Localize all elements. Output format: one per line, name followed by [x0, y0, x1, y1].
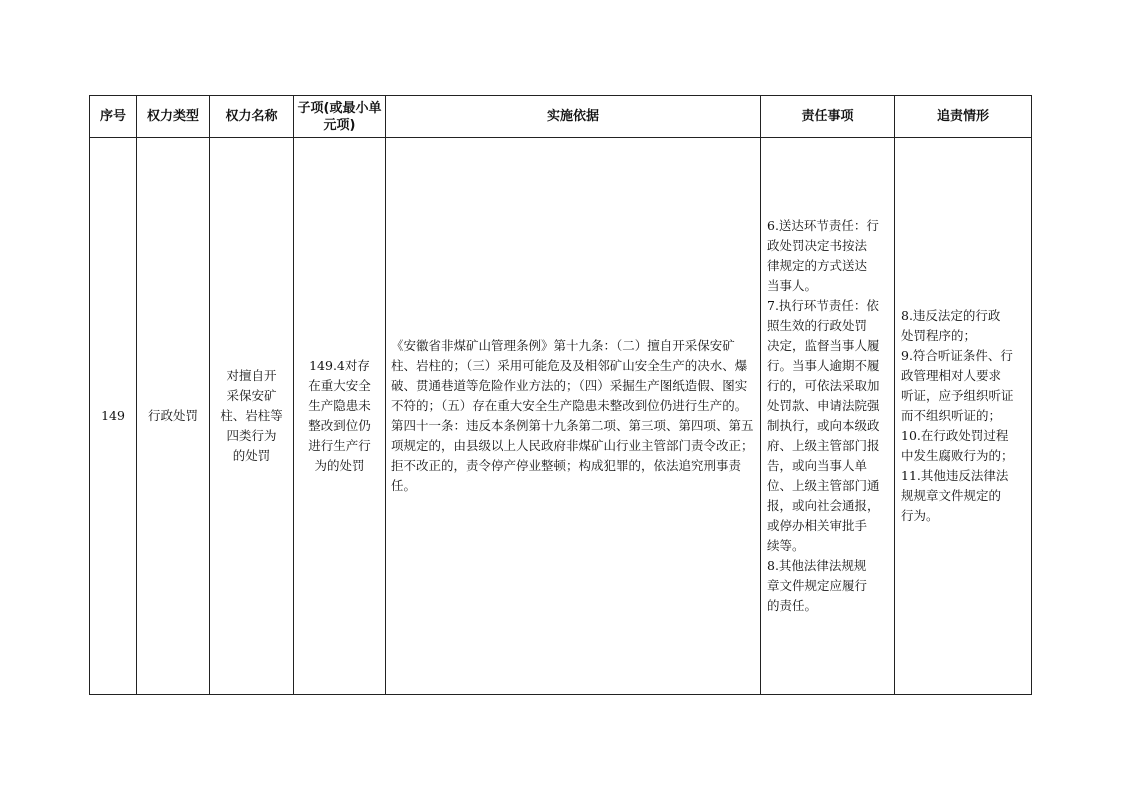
- cell-accountability: 8.违反法定的行政 处罚程序的； 9.符合听证条件、行 政管理相对人要求 听证，应予组织听证 而不组织听证的； 10.在行政处罚过程 中发生腐败行为的； 11.其他违反法律法 规规章文件规定的 行为。: [895, 138, 1032, 695]
- header-seq: 序号: [90, 96, 137, 138]
- cell-responsibility: 6.送达环节责任：行 政处罚决定书按法 律规定的方式送达 当事人。 7.执行环节责任：依 照生效的行政处罚 决定，监督当事人履 行。当事人逾期不履 行的，可依法采取加 处罚款、申请法院强 制执行，或向本级政 府、上级主管部门报 告，或向当事人单 位、上级主管部门通 报，或向社会通报， 或停办相关审批手 续等。 8.其他法律法规规 章文件规定应履行 的责任。: [761, 138, 895, 695]
- cell-power-name: 对擅自开 采保安矿 柱、岩柱等 四类行为 的处罚: [210, 138, 294, 695]
- header-basis: 实施依据: [386, 96, 761, 138]
- header-power-name: 权力名称: [210, 96, 294, 138]
- header-power-type: 权力类型: [137, 96, 210, 138]
- header-row: [90, 96, 1032, 138]
- header-responsibility: 责任事项: [761, 96, 895, 138]
- cell-seq: 149: [90, 138, 137, 695]
- cell-sub-item: 149.4对存 在重大安全 生产隐患未 整改到位仍 进行生产行 为的处罚: [294, 138, 386, 695]
- basis-paragraph-1: 《安徽省非煤矿山管理条例》第十九条：（二）擅自开采保安矿柱、岩柱的；（三）采用可能危及及相邻矿山安全生产的决水、爆破、贯通巷道等危险作业方法的；（四）采掘生产图纸造假、图实不符的；（五）存在重大安全生产隐患未整改到位仍进行生产的。: [391, 338, 748, 413]
- cell-basis: [386, 138, 761, 695]
- table-row: [90, 138, 1032, 695]
- cell-power-type: 行政处罚: [137, 138, 210, 695]
- power-list-table: [89, 95, 1032, 695]
- header-sub-item: 子项(或最小单元项): [294, 96, 386, 138]
- header-accountability: 追责情形: [895, 96, 1032, 138]
- basis-paragraph-2: 第四十一条：违反本条例第十九条第二项、第三项、第四项、第五项规定的，由县级以上人民政府非煤矿山行业主管部门责令改正；拒不改正的，责令停产停业整顿；构成犯罪的，依法追究刑事责任。: [391, 418, 754, 493]
